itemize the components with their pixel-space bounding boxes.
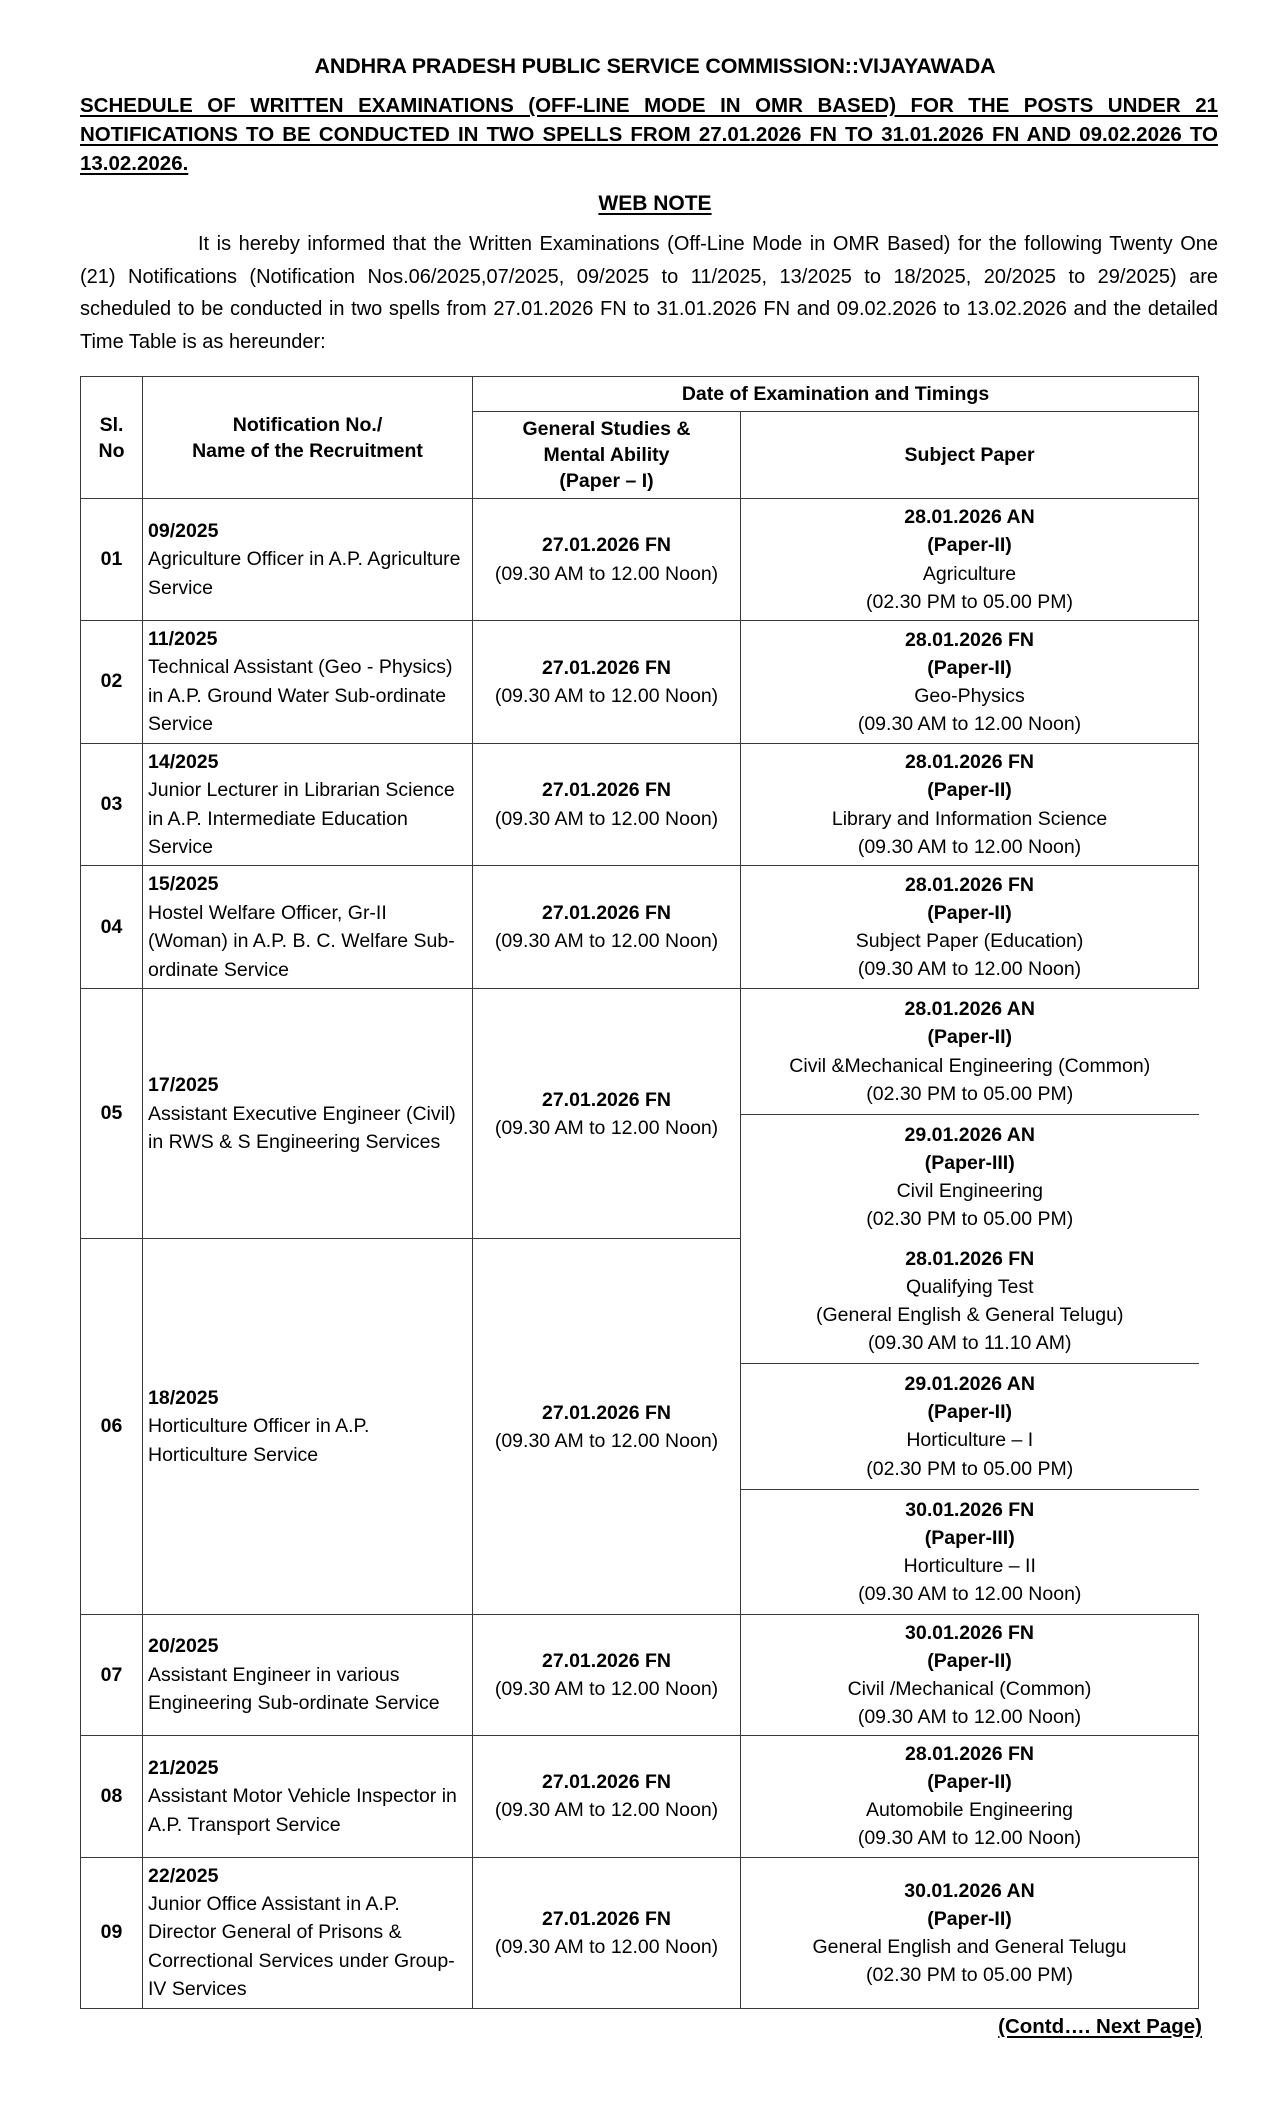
subject-paper-subrow: [741, 1489, 1199, 1614]
column-header-sl-no: [81, 376, 143, 499]
table-row: [81, 1736, 1199, 1857]
gs-exam-time: (09.30 AM to 12.00 Noon): [494, 1429, 719, 1452]
notification-header-line-1: Notification No./: [232, 413, 383, 436]
subject-exam-time: (09.30 AM to 12.00 Noon): [857, 1827, 1082, 1850]
recruitment-name: Assistant Executive Engineer (Civil) in RWS & S Engineering Services: [148, 1102, 456, 1154]
subject-exam-time: (02.30 PM to 05.00 PM): [865, 590, 1074, 613]
subject-exam-date: 30.01.2026 FN: [905, 1621, 1035, 1644]
subject-paper-entry: [741, 1114, 1199, 1239]
cell-notification: [143, 1239, 473, 1614]
subject-exam-time: (09.30 AM to 12.00 Noon): [857, 958, 1082, 981]
table-row: [81, 1857, 1199, 2008]
notification-number: 14/2025: [148, 750, 219, 773]
cell-subject-paper: [741, 743, 1199, 866]
subject-paper-number: (Paper-II): [927, 534, 1012, 557]
notification-number: 17/2025: [148, 1074, 219, 1097]
cell-notification: [143, 743, 473, 866]
cell-subject-paper: [741, 1857, 1199, 2008]
recruitment-name: Junior Office Assistant in A.P. Director General of Prisons & Correctional Services under Group-IV Services: [148, 1893, 455, 2001]
subject-exam-date: 30.01.2026 FN: [905, 1498, 1035, 1521]
recruitment-name: Hostel Welfare Officer, Gr-II (Woman) in A.P. B. C. Welfare Sub-ordinate Service: [148, 901, 455, 981]
cell-general-studies: [473, 866, 741, 989]
cell-subject-paper: [741, 1239, 1199, 1614]
organization-title: ANDHRA PRADESH PUBLIC SERVICE COMMISSION::VIJAYAWADA: [314, 54, 996, 78]
notification-number: 20/2025: [148, 1635, 219, 1658]
recruitment-name: Agriculture Officer in A.P. Agriculture Service: [148, 548, 461, 599]
gs-exam-time: (09.30 AM to 12.00 Noon): [494, 1799, 719, 1822]
subject-exam-time: (09.30 AM to 12.00 Noon): [857, 835, 1082, 858]
subject-exam-date: 28.01.2026 FN: [905, 751, 1035, 774]
subject-paper-subrow: [741, 1114, 1199, 1239]
table-row: [81, 1614, 1199, 1735]
notification-number: 11/2025: [148, 627, 218, 650]
cell-general-studies: [473, 1239, 741, 1614]
gs-header-line-3: (Paper – I): [559, 470, 654, 493]
subject-name: Subject Paper (Education): [855, 930, 1084, 953]
subject-name: Geo-Physics: [914, 684, 1025, 707]
cell-subject-paper: [741, 1614, 1199, 1735]
recruitment-name: Technical Assistant (Geo - Physics) in A.P. Ground Water Sub-ordinate Service: [148, 656, 453, 736]
cell-general-studies: [473, 1614, 741, 1735]
subject-paper-number: (Paper-II): [927, 1026, 1013, 1049]
sl-no-line-1: Sl.: [99, 413, 124, 436]
subject-name: Civil &Mechanical Engineering (Common): [789, 1054, 1151, 1077]
web-note-heading: [60, 192, 1220, 216]
subject-exam-time: (09.30 AM to 12.00 Noon): [858, 1582, 1082, 1605]
subject-paper-sublist: [741, 1239, 1199, 1614]
gs-exam-time: (09.30 AM to 12.00 Noon): [494, 1116, 719, 1139]
cell-sl-no: 09: [81, 1857, 143, 2008]
gs-exam-time: (09.30 AM to 12.00 Noon): [494, 807, 719, 830]
table-row: [81, 1239, 1199, 1614]
subject-exam-date: 29.01.2026 AN: [904, 1373, 1035, 1396]
cell-subject-paper: [741, 499, 1199, 620]
cell-subject-paper: [741, 1736, 1199, 1857]
subject-paper-entry: [741, 1239, 1199, 1364]
sl-no-line-2: No: [98, 439, 125, 462]
recruitment-name: Horticulture Officer in A.P. Horticulture Service: [148, 1415, 370, 1466]
table-row: [81, 499, 1199, 620]
subject-paper-entry: [741, 989, 1199, 1114]
cell-sl-no: 06: [81, 1239, 143, 1614]
cell-notification: [143, 1614, 473, 1735]
gs-exam-time: (09.30 AM to 12.00 Noon): [494, 1678, 719, 1701]
table-body: [81, 499, 1199, 2008]
subject-name: Horticulture – II: [903, 1554, 1036, 1577]
subject-paper-number: (Paper-III): [924, 1526, 1015, 1549]
notification-number: 15/2025: [148, 873, 219, 896]
subject-exam-date: 28.01.2026 FN: [905, 628, 1035, 651]
subject-name: Civil /Mechanical (Common): [847, 1678, 1092, 1701]
cell-subject-paper: [741, 989, 1199, 1239]
cell-general-studies: [473, 989, 741, 1239]
subject-paper-subrow: [741, 1239, 1199, 1364]
subject-paper-number: (Paper-II): [927, 1771, 1012, 1794]
gs-exam-time: (09.30 AM to 12.00 Noon): [494, 562, 719, 585]
subject-exam-date: 30.01.2026 AN: [904, 1879, 1035, 1902]
subject-name: Agriculture: [922, 562, 1017, 585]
cell-subject-paper: [741, 866, 1199, 989]
cell-sl-no: 07: [81, 1614, 143, 1735]
subject-paper-number: (Paper-II): [927, 656, 1012, 679]
continued-next-page-note: (Contd…. Next Page): [998, 2014, 1202, 2038]
gs-exam-date: 27.01.2026 FN: [541, 534, 671, 557]
gs-exam-date: 27.01.2026 FN: [541, 1401, 671, 1424]
table-row: [81, 989, 1199, 1239]
subject-paper-number: (Paper-II): [927, 779, 1012, 802]
table-head: [81, 376, 1199, 499]
subject-exam-time: (02.30 PM to 05.00 PM): [865, 1963, 1074, 1986]
subject-name: Automobile Engineering: [865, 1799, 1074, 1822]
subject-exam-time: (09.30 AM to 12.00 Noon): [857, 1706, 1082, 1729]
gs-exam-date: 27.01.2026 FN: [541, 1771, 671, 1794]
gs-exam-time: (09.30 AM to 12.00 Noon): [494, 1935, 719, 1958]
cell-notification: [143, 499, 473, 620]
schedule-title: SCHEDULE OF WRITTEN EXAMINATIONS (OFF-LINE MODE IN OMR BASED) FOR THE POSTS UNDER 21 NOTIFICATIONS TO BE CONDUCTED IN TWO SPELLS FROM 27.01.2026 FN TO 31.01.2026 FN AND 09.02.2026 TO 13.02.2026.: [80, 94, 1218, 176]
recruitment-name: Assistant Engineer in various Engineering Sub-ordinate Service: [148, 1663, 440, 1715]
table-row: [81, 866, 1199, 989]
web-note-label: WEB NOTE: [598, 192, 712, 216]
subject-exam-time: (02.30 PM to 05.00 PM): [866, 1082, 1074, 1105]
cell-general-studies: [473, 1857, 741, 2008]
intro-paragraph: [60, 228, 1220, 358]
gs-exam-date: 27.01.2026 FN: [541, 1649, 671, 1672]
subject-paper-entry: [741, 1489, 1199, 1614]
subject-name: Horticulture – I: [906, 1429, 1034, 1452]
column-header-notification: [143, 376, 473, 499]
cell-sl-no: 01: [81, 499, 143, 620]
gs-exam-date: 27.01.2026 FN: [541, 902, 671, 925]
notification-header-line-2: Name of the Recruitment: [192, 439, 423, 462]
subject-name: (General English & General Telugu): [816, 1304, 1124, 1327]
subject-paper-number: (Paper-II): [927, 1401, 1013, 1424]
subject-exam-date: 28.01.2026 FN: [905, 1247, 1035, 1270]
gs-header-line-2: Mental Ability: [543, 444, 670, 467]
gs-exam-date: 27.01.2026 FN: [541, 656, 671, 679]
cell-notification: [143, 1736, 473, 1857]
gs-exam-date: 27.01.2026 FN: [541, 1088, 671, 1111]
gs-exam-date: 27.01.2026 FN: [541, 779, 671, 802]
cell-subject-paper: [741, 620, 1199, 743]
subject-paper-number: Qualifying Test: [905, 1276, 1034, 1299]
cell-general-studies: [473, 1736, 741, 1857]
subject-paper-number: (Paper-II): [927, 1649, 1012, 1672]
subject-exam-date: 28.01.2026 FN: [905, 1743, 1035, 1766]
cell-notification: [143, 989, 473, 1239]
subject-exam-time: (09.30 AM to 11.10 AM): [868, 1332, 1072, 1355]
subject-paper-number: (Paper-III): [924, 1151, 1015, 1174]
subject-paper-sublist: [741, 989, 1199, 1239]
cell-notification: [143, 1857, 473, 2008]
table-row: [81, 743, 1199, 866]
notification-number: 21/2025: [148, 1756, 219, 1779]
column-header-general-studies: [473, 412, 741, 499]
table-header-row-1: [81, 376, 1199, 411]
subject-exam-time: (09.30 AM to 12.00 Noon): [857, 712, 1082, 735]
cell-sl-no: 03: [81, 743, 143, 866]
subject-exam-date: 28.01.2026 FN: [905, 874, 1035, 897]
column-header-subject-paper: Subject Paper: [741, 412, 1199, 499]
subject-paper-number: (Paper-II): [927, 902, 1012, 925]
notification-number: 09/2025: [148, 519, 219, 542]
column-header-date-group: Date of Examination and Timings: [473, 376, 1199, 411]
subject-paper-entry: [741, 1364, 1199, 1489]
cell-sl-no: 05: [81, 989, 143, 1239]
cell-general-studies: [473, 620, 741, 743]
exam-schedule-table: [80, 376, 1199, 2009]
subject-exam-date: 29.01.2026 AN: [904, 1123, 1035, 1146]
intro-text: It is hereby informed that the Written Examinations (Off-Line Mode in OMR Based) for the following Twenty One (21) Notifications (Notification Nos.06/2025,07/2025, 09/2025 to 11/2025, 13/2025 to 18/2025, 20/2025 to 29/2025) are scheduled to be conducted in two spells from 27.01.2026 FN to 31.01.2026 FN and 09.02.2026 to 13.02.2026 and the detailed Time Table is as hereunder:: [80, 233, 1218, 353]
table-row: [81, 620, 1199, 743]
gs-exam-time: (09.30 AM to 12.00 Noon): [494, 930, 719, 953]
cell-sl-no: 02: [81, 620, 143, 743]
gs-exam-date: 27.01.2026 FN: [541, 1907, 671, 1930]
cell-notification: [143, 620, 473, 743]
subject-paper-number: (Paper-II): [927, 1907, 1012, 1930]
subject-paper-subrow: [741, 989, 1199, 1114]
recruitment-name: Junior Lecturer in Librarian Science in A.P. Intermediate Education Service: [148, 779, 455, 858]
cell-sl-no: 04: [81, 866, 143, 989]
subject-exam-time: (02.30 PM to 05.00 PM): [866, 1457, 1074, 1480]
cell-general-studies: [473, 743, 741, 866]
subject-paper-subrow: [741, 1364, 1199, 1489]
gs-exam-time: (09.30 AM to 12.00 Noon): [494, 684, 719, 707]
subject-exam-time: (02.30 PM to 05.00 PM): [866, 1207, 1074, 1230]
subject-exam-date: 28.01.2026 AN: [904, 506, 1035, 529]
gs-header-line-1: General Studies &: [522, 418, 691, 441]
subject-name: Civil Engineering: [896, 1179, 1043, 1202]
cell-general-studies: [473, 499, 741, 620]
recruitment-name: Assistant Motor Vehicle Inspector in A.P. Transport Service: [148, 1785, 457, 1836]
subject-name: Library and Information Science: [831, 807, 1108, 830]
subject-name: General English and General Telugu: [812, 1935, 1127, 1958]
notification-number: 18/2025: [148, 1386, 219, 1409]
cell-sl-no: 08: [81, 1736, 143, 1857]
cell-notification: [143, 866, 473, 989]
notification-number: 22/2025: [148, 1864, 219, 1887]
subject-exam-date: 28.01.2026 AN: [904, 998, 1035, 1021]
